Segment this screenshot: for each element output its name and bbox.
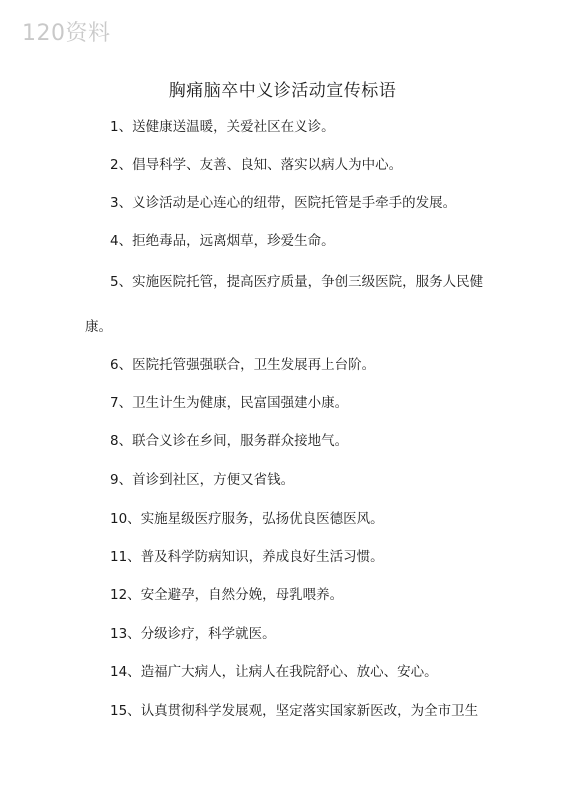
slogan-item-15: [110, 702, 478, 720]
slogan-text: 安全避孕，自然分娩，母乳喂养。: [140, 587, 344, 603]
slogan-item-5-continuation: 康。: [85, 319, 112, 335]
slogan-number: 15、: [110, 703, 141, 719]
slogan-number: 6、: [110, 357, 133, 373]
slogan-number: 2、: [110, 157, 133, 173]
slogan-item-7: [110, 394, 348, 412]
slogan-item-13: [110, 625, 276, 643]
slogan-text: 实施医院托管，提高医疗质量，争创三级医院，服务人民健: [132, 274, 484, 290]
slogan-item-11: [110, 548, 384, 566]
slogan-text: 送健康送温暖，关爱社区在义诊。: [132, 119, 335, 135]
slogan-number: 7、: [110, 395, 133, 411]
slogan-number: 12、: [110, 587, 141, 603]
slogan-number: 11、: [110, 549, 141, 565]
slogan-text: 分级诊疗，科学就医。: [140, 626, 276, 642]
slogan-item-3: [110, 194, 456, 212]
slogan-number: 8、: [110, 433, 133, 449]
slogan-text: 普及科学防病知识，养成良好生活习惯。: [140, 549, 384, 565]
slogan-text: 倡导科学、友善、良知、落实以病人为中心。: [132, 157, 403, 173]
slogan-number: 14、: [110, 664, 141, 680]
slogan-item-10: [110, 510, 384, 528]
slogan-item-4: [110, 232, 335, 250]
slogan-number: 3、: [110, 195, 133, 211]
slogan-text: 义诊活动是心连心的纽带，医院托管是手牵手的发展。: [132, 195, 457, 211]
slogan-text: 造福广大病人，让病人在我院舒心、放心、安心。: [140, 664, 438, 680]
slogan-item-6: [110, 356, 375, 374]
slogan-text: 实施星级医疗服务，弘扬优良医德医风。: [140, 511, 384, 527]
slogan-number: 9、: [110, 472, 133, 488]
slogan-text: 联合义诊在乡间，服务群众接地气。: [132, 433, 349, 449]
slogan-text: 首诊到社区，方便又省钱。: [132, 472, 295, 488]
watermark-logo: 120资料: [22, 21, 111, 46]
document-title: 胸痛脑卒中义诊活动宣传标语: [168, 81, 397, 101]
slogan-item-14: [110, 663, 438, 681]
slogan-number: 13、: [110, 626, 141, 642]
slogan-number: 10、: [110, 511, 141, 527]
slogan-text: 卫生计生为健康，民富国强建小康。: [132, 395, 349, 411]
slogan-number: 4、: [110, 233, 133, 249]
slogan-item-8: [110, 432, 348, 450]
slogan-number: 1、: [110, 119, 133, 135]
slogan-item-12: [110, 586, 343, 604]
slogan-item-9: [110, 471, 294, 489]
slogan-text: 认真贯彻科学发展观，坚定落实国家新医改，为全市卫生: [140, 703, 479, 719]
slogan-text: 医院托管强强联合，卫生发展再上台阶。: [132, 357, 376, 373]
slogan-item-2: [110, 156, 402, 174]
slogan-text: 拒绝毒品，远离烟草，珍爱生命。: [132, 233, 335, 249]
slogan-item-5: [110, 273, 483, 291]
slogan-item-1: [110, 118, 335, 136]
slogan-number: 5、: [110, 274, 133, 290]
